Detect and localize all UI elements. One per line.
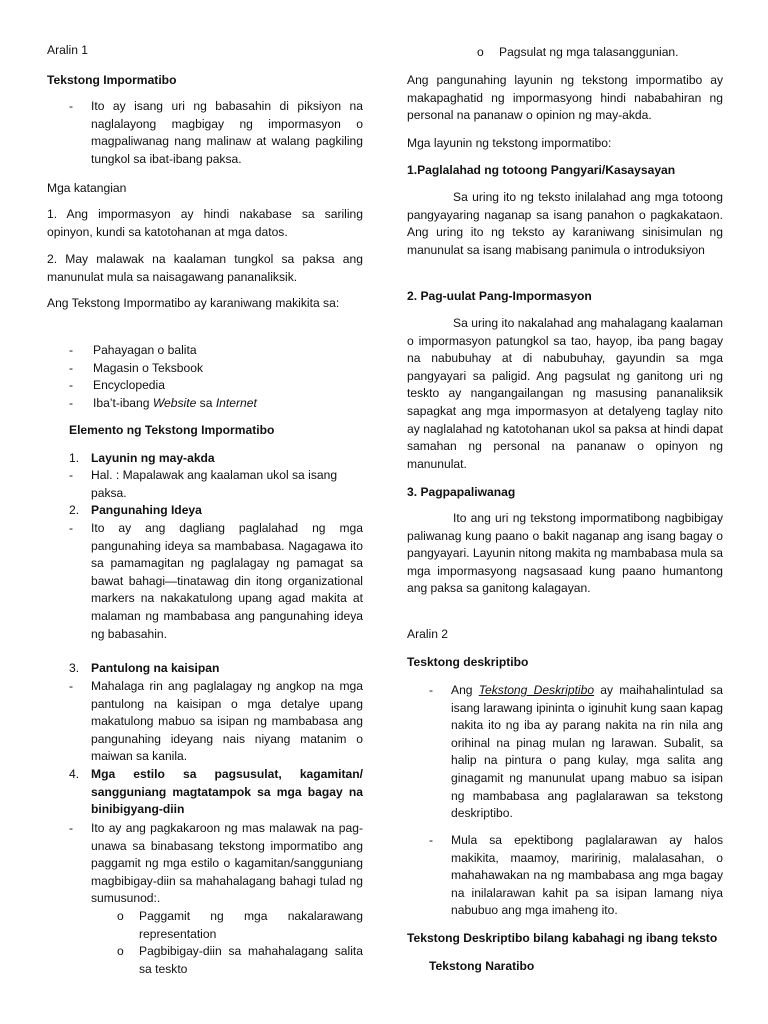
sub-item-2-text: Pagbibigay-diin sa mahahalagang salita sa teskto [139, 944, 363, 976]
bahagi-heading: Tekstong Deskriptibo bilang kabahagi ng ibang teksto [407, 931, 718, 945]
aralin-2-label: Aralin 2 [407, 627, 449, 641]
dash-marker: - [429, 683, 434, 697]
sub-item-3-text: Pagsulat ng mga talasanggunian. [499, 45, 679, 59]
elemento-heading: Elemento ng Tekstong Impormatibo [69, 423, 275, 437]
dash-marker: - [69, 360, 74, 375]
number-marker: 3. [69, 661, 80, 675]
dash-marker: - [69, 99, 74, 113]
dash-marker: - [69, 343, 74, 357]
dash-marker: - [69, 821, 74, 835]
katangian-heading: Mga katangian [47, 181, 127, 195]
source-text-internet: Internet [215, 395, 257, 410]
layunin-3-title: 3. Pagpapaliwanag [407, 485, 516, 499]
source-item: Encyclopedia [93, 378, 165, 393]
text-run: ay maihahalintulad sa isang larawang ipininta o iginuhit kung saan kapag nakita ito ng iba ay parang nakita na rin nila ang orihinal na pinag mulan ng larawan. Subalit, sa halip na pintura o pang kulay, mga salita ang ginagamit ng manunulat upang mabuo sa isipan ng mambabasa ang paglalarawan sa tekstong deskriptibo. [451, 683, 723, 821]
layunin-2-text: Sa uring ito nakalahad ang mahalagang kaalaman o impormasyon patungkol sa tao, hayop, iba pang bagay na nabubuhay at di nabubuhay, gayundin sa mga pangyayari sa paligid. Ang pagsulat ng ganitong uri ng teskto ay nangangailangan ng masusing pananaliksik sapagkat ang mga impormasyon at detalyeng taglay nito ay naglalahad ng katotohanan ukol sa paksa at hindi dapat samahan ng personal na pananaw o opinyon ng manunulat. [407, 316, 723, 471]
list-item [47, 395, 363, 413]
source-item [93, 395, 257, 413]
number-marker: 2. [69, 503, 80, 517]
elemento-1-hal: Hal. : Mapalawak ang kaalaman ukol sa isang paksa. [91, 468, 338, 500]
katangian-2: 2. May malawak na kaalaman tungkol sa paksa ang manunulat mula sa naisagawang pananaliksik. [47, 252, 363, 284]
layunin-3-text: Ito ang uri ng tekstong impormatibong nagbibigay paliwanag kung paano o bakit naganap ang isang bagay o pangyayari. Layunin nitong makita ng mambabasa mula sa mga impormasyong nagsasaad kung paano humantong ang paksa sa ganitong kalagayan. [407, 511, 723, 596]
circle-bullet-icon: o [117, 944, 124, 958]
list-item [47, 377, 363, 395]
text-run: Ang [451, 683, 479, 697]
source-text: Iba’t-ibang [93, 395, 153, 410]
elemento-2-title: Pangunahing Ideya [91, 503, 202, 517]
layunin-2-title: 2. Pag-uulat Pang-Impormasyon [407, 289, 592, 303]
list-item [47, 342, 363, 360]
circle-bullet-icon: o [117, 909, 124, 923]
makikita-intro: Ang Tekstong Impormatibo ay karaniwang makikita sa: [47, 296, 340, 310]
source-item: Magasin o Teksbook [93, 360, 204, 375]
elemento-4-title: Mga estilo sa pagsusulat, kagamitan/ sangguniang magtatampok sa mga bagay na binibigyang-diin [91, 767, 363, 817]
dash-marker: - [429, 833, 434, 847]
elemento-2-text: Ito ay ang dagliang paglalahad ng mga pangunahing ideya sa mambabasa. Nagagawa ito sa pamamagitan ng paglalagay ng pamagat sa bawat bahagi—tinatawag din itong organizational markers na nakakatulong upang agad makita at malaman ng mambabasa ang pangunahing ideya ng babasahin. [91, 521, 363, 641]
elemento-3-text: Mahalaga rin ang paglalagay ng angkop na mga pantulong na kaisipan o mga detalye upang makatulong mabuo sa isipan ng mambabasa ang pangunahing ideyang nais niyang matanim o maiwan sa kanila. [91, 679, 363, 764]
circle-bullet-icon: o [477, 45, 484, 59]
layunin-1-text: Sa uring ito ng teksto inilalahad ang mga totoong pangyayaring naganap sa isang panahon o pagkakataon. Ang uring ito ng teksto ay karaniwang sinisimulan ng manunulat sa isang mabisang panimula o introduksiyon [407, 190, 723, 257]
dash-marker: - [69, 378, 74, 393]
dash-marker: - [69, 521, 74, 535]
source-text: sa [196, 395, 216, 410]
source-text-website: Website [152, 395, 197, 410]
section-title-impormatibo: Tekstong Impormatibo [47, 73, 177, 87]
number-marker: 4. [69, 767, 80, 781]
dash-marker: - [69, 468, 74, 482]
layunin-paragraph: Ang pangunahing layunin ng tekstong impormatibo ay makapaghatid ng impormasyong hindi nababahiran ng personal na pananaw o opinion ng may-akda. [407, 73, 723, 123]
aralin-1-label: Aralin 1 [47, 43, 89, 57]
list-item [47, 360, 363, 378]
dash-marker: - [69, 395, 74, 410]
definition-text: Ito ay isang uri ng babasahin di piksiyon na naglalayong magbigay ng impormasyon o magpaliwanag nang malinaw at walang pagkiling tungkol sa ibat-ibang paksa. [91, 99, 363, 166]
layunin-1-title: 1.Paglalahad ng totoong Pangyari/Kasaysayan [407, 163, 676, 177]
naratibo-heading: Tekstong Naratibo [429, 959, 535, 973]
number-marker: 1. [69, 451, 80, 465]
elemento-4-text: Ito ay ang pagkakaroon ng mas malawak na pag-unawa sa binabasang tekstong impormatibo ang paggamit ng mga estilo o kagamitan/sangguniang magbibigay-diin sa mahahalagang bahagi tulad ng sumusunod:. [91, 821, 363, 906]
elemento-3-title: Pantulong na kaisipan [91, 661, 220, 675]
sources-list [47, 342, 363, 412]
deskriptibo-1-text [451, 682, 723, 823]
source-item: Pahayagan o balita [93, 343, 197, 357]
sub-item-1-text: Paggamit ng mga nakalarawang representation [139, 909, 363, 941]
tekstong-deskriptibo-term: Tekstong Deskriptibo [478, 683, 595, 697]
dash-marker: - [69, 679, 74, 693]
layunin-heading: Mga layunin ng tekstong impormatibo: [407, 136, 612, 150]
deskriptibo-2-text: Mula sa epektibong paglalarawan ay halos makikita, maamoy, maririnig, malalasahan, o mahahawakan na ng mambabasa ang mga bagay na inilalarawan kahit pa sa isipan lamang niya nabubuo ang mga imaheng ito. [451, 833, 723, 918]
katangian-1: 1. Ang impormasyon ay hindi nakabase sa sariling opinyon, kundi sa katotohanan at mga datos. [47, 207, 363, 239]
section-title-deskriptibo: Tesktong deskriptibo [407, 655, 529, 669]
elemento-1-title: Layunin ng may-akda [91, 451, 215, 465]
